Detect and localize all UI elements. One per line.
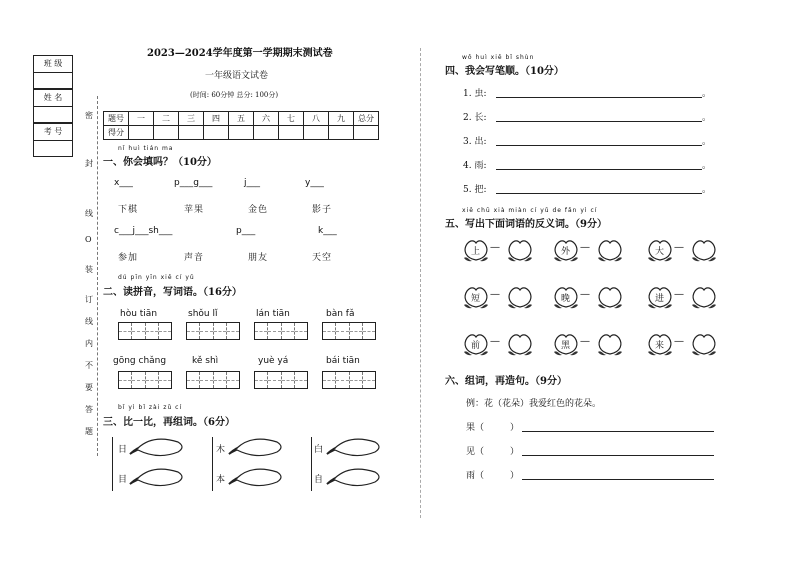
antonym-word: 前	[471, 341, 481, 351]
q6-char: 果（	[466, 423, 485, 433]
peach-answer-icon[interactable]	[596, 332, 622, 354]
answer-line[interactable]	[522, 430, 714, 432]
score-label-cell: 得分	[104, 126, 129, 140]
seal-line	[97, 96, 98, 456]
answer-line[interactable]	[522, 454, 714, 456]
leaf-icon	[227, 466, 287, 488]
seal-char: 线	[85, 209, 93, 218]
q4-pinyin: wǒ huì xiě bǐ shùn	[462, 54, 535, 61]
q2-pinyin-item: bàn fǎ	[326, 309, 355, 319]
score-cell[interactable]	[254, 126, 279, 140]
name-label: 姓 名	[34, 90, 72, 107]
writing-grid[interactable]	[254, 371, 308, 389]
q2-pinyin-item: shǒu lǐ	[188, 309, 218, 319]
antonym-word: 晚	[561, 294, 571, 304]
q6-example: 例：花（花朵）我爱红色的花朵。	[466, 399, 602, 409]
writing-grid[interactable]	[322, 322, 376, 340]
seal-char: 线	[85, 317, 93, 326]
leaf-icon	[325, 436, 385, 458]
q4-end-mark: 。	[702, 185, 712, 195]
q1-blank[interactable]: c___j___sh___	[114, 226, 173, 236]
seal-char: 内	[85, 339, 93, 348]
score-cell[interactable]	[304, 126, 329, 140]
q1-word: 参加	[118, 253, 139, 263]
dash-connector: —	[490, 289, 500, 300]
q5-heading: 五、写出下面词语的反义词。（9分）	[445, 219, 607, 230]
answer-line[interactable]	[522, 478, 714, 480]
answer-line[interactable]	[496, 192, 702, 194]
q4-item: 2. 长:	[463, 113, 487, 123]
seal-char: O	[85, 235, 92, 244]
q1-blank[interactable]: p___g___	[174, 178, 213, 188]
score-cell[interactable]	[354, 126, 379, 140]
q4-item: 1. 虫:	[463, 89, 487, 99]
seal-char: 不	[85, 361, 93, 370]
writing-grid[interactable]	[254, 322, 308, 340]
q2-pinyin-item: kě shì	[192, 356, 219, 366]
q2-heading: 二、读拼音，写词语。（16分）	[103, 287, 242, 298]
seal-char: 封	[85, 159, 93, 168]
q4-heading: 四、我会写笔顺。（10分）	[445, 66, 564, 77]
score-header-cell: 七	[279, 112, 304, 126]
leaf-icon	[128, 466, 188, 488]
q6-heading: 六、组词，再造句。（9分）	[445, 376, 567, 387]
peach-answer-icon[interactable]	[690, 238, 716, 260]
writing-grid[interactable]	[186, 371, 240, 389]
q3-char: 白	[314, 445, 324, 455]
q1-word: 天空	[312, 253, 333, 263]
time-note: (时间: 60分钟 总分: 100分)	[190, 91, 279, 99]
peach-answer-icon[interactable]	[596, 238, 622, 260]
answer-line[interactable]	[496, 168, 702, 170]
answer-line[interactable]	[496, 96, 702, 98]
peach-answer-icon[interactable]	[690, 285, 716, 307]
antonym-word: 短	[471, 294, 481, 304]
score-header-cell: 二	[154, 112, 179, 126]
q3-char: 本	[216, 475, 226, 485]
score-cell[interactable]	[179, 126, 204, 140]
antonym-word: 黑	[561, 341, 571, 351]
q3-char: 日	[118, 445, 128, 455]
peach-answer-icon[interactable]	[690, 332, 716, 354]
answer-line[interactable]	[496, 120, 702, 122]
dash-connector: —	[580, 289, 590, 300]
q1-word: 苹果	[184, 205, 205, 215]
q6-close: ）	[510, 471, 520, 481]
exam-number-label: 考 号	[34, 124, 72, 141]
dash-connector: —	[674, 336, 684, 347]
writing-grid[interactable]	[186, 322, 240, 340]
seal-char: 答	[85, 405, 93, 414]
score-header-cell: 总分	[354, 112, 379, 126]
q6-close: ）	[510, 423, 520, 433]
score-header-cell: 三	[179, 112, 204, 126]
q3-pinyin: bǐ yì bǐ zài zǔ cí	[118, 404, 183, 411]
q3-char: 木	[216, 445, 226, 455]
leaf-icon	[227, 436, 287, 458]
q1-blank[interactable]: j___	[244, 178, 261, 188]
seal-char: 装	[85, 265, 93, 274]
q1-word: 声音	[184, 253, 205, 263]
q1-heading: 一、你会填吗？（10分）	[103, 157, 217, 168]
q4-item: 4. 雨:	[463, 161, 487, 171]
bracket	[112, 437, 113, 491]
score-header-cell: 八	[304, 112, 329, 126]
score-header-cell: 六	[254, 112, 279, 126]
writing-grid[interactable]	[322, 371, 376, 389]
q1-pinyin: nǐ huì tián ma	[118, 145, 174, 152]
score-cell[interactable]	[154, 126, 179, 140]
seal-char: 密	[85, 111, 93, 120]
q1-blank[interactable]: x___	[114, 178, 133, 188]
q4-end-mark: 。	[702, 113, 712, 123]
score-cell[interactable]	[229, 126, 254, 140]
exam-subtitle: 一年级语文试卷	[205, 71, 269, 81]
bracket	[212, 437, 213, 491]
score-cell[interactable]	[129, 126, 154, 140]
antonym-word: 上	[471, 247, 481, 257]
peach-answer-icon[interactable]	[506, 238, 532, 260]
q2-pinyin-item: lán tiān	[256, 309, 290, 319]
antonym-word: 进	[655, 294, 665, 304]
dash-connector: —	[674, 289, 684, 300]
q6-char: 见（	[466, 447, 485, 457]
q2-pinyin-item: gōng chǎng	[113, 356, 167, 366]
antonym-word: 大	[655, 247, 665, 257]
writing-grid[interactable]	[118, 371, 172, 389]
score-cell[interactable]	[279, 126, 304, 140]
seal-char: 要	[85, 383, 93, 392]
dash-connector: —	[580, 242, 590, 253]
exam-number-box[interactable]	[33, 123, 73, 157]
q3-char: 自	[314, 475, 324, 485]
q2-pinyin: dú pīn yīn xiě cí yǔ	[118, 274, 195, 281]
q6-char: 雨（	[466, 471, 485, 481]
peach-answer-icon[interactable]	[596, 285, 622, 307]
answer-line[interactable]	[496, 144, 702, 146]
peach-answer-icon[interactable]	[506, 285, 532, 307]
q3-heading: 三、比一比，再组词。（6分）	[103, 417, 235, 428]
q4-item: 5. 把:	[463, 185, 487, 195]
leaf-icon	[128, 436, 188, 458]
dash-connector: —	[580, 336, 590, 347]
q2-pinyin-item: hòu tiān	[120, 309, 158, 319]
q2-pinyin-item: yuè yá	[258, 356, 289, 366]
q1-blank[interactable]: p___	[236, 226, 256, 236]
dash-connector: —	[674, 242, 684, 253]
class-box[interactable]	[33, 55, 73, 89]
seal-char: 题	[85, 427, 93, 436]
q5-pinyin: xiě chū xià miàn cí yǔ de fǎn yì cí	[462, 207, 598, 214]
exam-title: 2023—2024学年度第一学期期末测试卷	[147, 48, 333, 59]
q4-item: 3. 出:	[463, 137, 487, 147]
bracket	[311, 437, 312, 491]
q4-end-mark: 。	[702, 137, 712, 147]
q3-char: 目	[118, 475, 128, 485]
q1-word: 金色	[248, 205, 269, 215]
q4-end-mark: 。	[702, 161, 712, 171]
score-header-cell: 四	[204, 112, 229, 126]
q1-blank[interactable]: k___	[318, 226, 337, 236]
page-divider	[420, 48, 421, 518]
name-box[interactable]	[33, 89, 73, 123]
score-cell[interactable]	[204, 126, 229, 140]
dash-connector: —	[490, 242, 500, 253]
score-cell[interactable]	[329, 126, 354, 140]
q2-pinyin-item: bái tiān	[326, 356, 360, 366]
q1-word: 影子	[312, 205, 333, 215]
q1-blank[interactable]: y___	[305, 178, 324, 188]
leaf-icon	[325, 466, 385, 488]
q4-end-mark: 。	[702, 89, 712, 99]
antonym-word: 来	[655, 341, 665, 351]
score-header-cell: 一	[129, 112, 154, 126]
dash-connector: —	[490, 336, 500, 347]
score-table	[103, 111, 379, 140]
antonym-word: 外	[561, 247, 571, 257]
q1-word: 下棋	[118, 205, 139, 215]
score-header-cell: 五	[229, 112, 254, 126]
writing-grid[interactable]	[118, 322, 172, 340]
seal-char: 订	[85, 295, 93, 304]
score-header-cell: 九	[329, 112, 354, 126]
score-header-cell: 题号	[104, 112, 129, 126]
class-label: 班 级	[34, 56, 72, 73]
q1-word: 朋友	[248, 253, 269, 263]
peach-answer-icon[interactable]	[506, 332, 532, 354]
q6-close: ）	[510, 447, 520, 457]
